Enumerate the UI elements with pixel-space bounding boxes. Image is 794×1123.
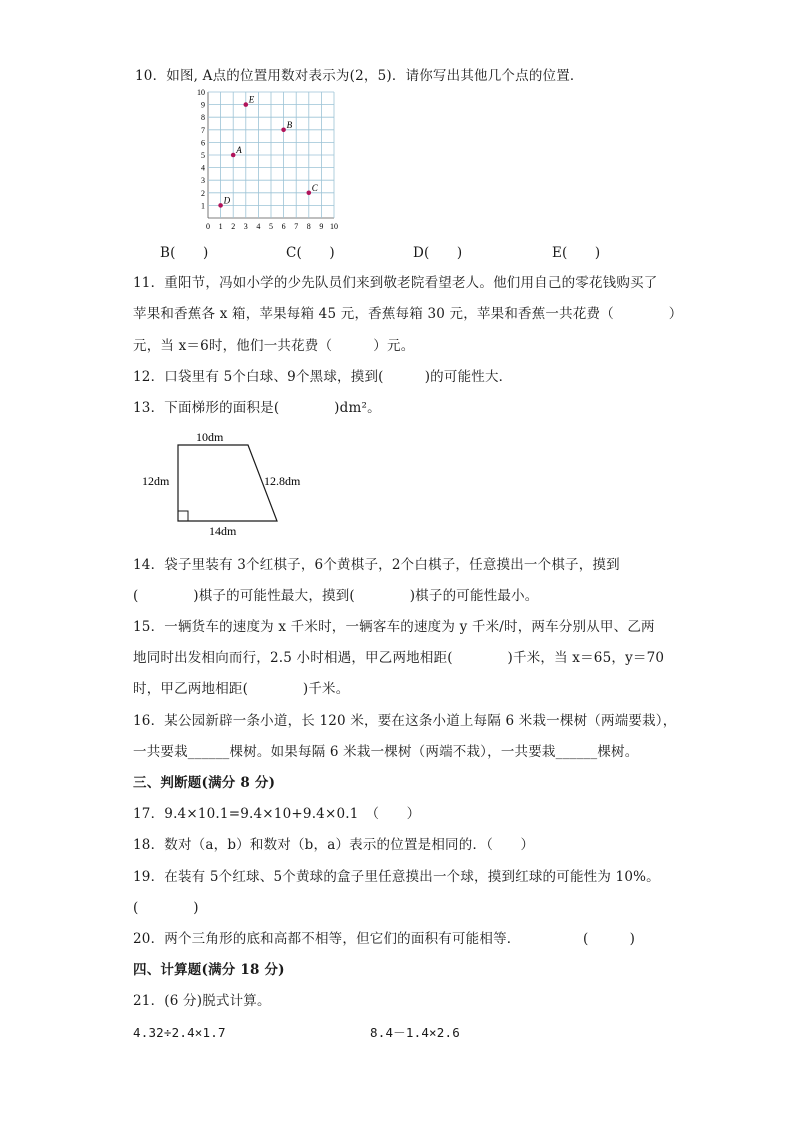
y-tick-label: 1 — [201, 201, 205, 211]
q17-text: 17．9.4×10.1=9.4×10+9.4×0.1 （ ） — [133, 806, 421, 822]
q21-expr2: 8.4－1.4×2.6 — [370, 1025, 460, 1040]
right-angle-mark — [178, 511, 188, 521]
x-tick-label: 10 — [330, 222, 338, 231]
q15-line2: 地同时出发相向而行，2.5 小时相遇，甲乙两地相距( )千米，当 x＝65，y＝70 — [133, 650, 665, 666]
x-tick-label: 4 — [256, 222, 261, 231]
point-label-c: C — [311, 182, 318, 193]
y-tick-label: 7 — [201, 125, 205, 135]
y-tick-label: 3 — [201, 176, 205, 186]
y-tick-label: 6 — [201, 138, 205, 148]
q14-line1: 14．袋子里装有 3个红棋子，6个黄棋子，2个白棋子，任意摸出一个棋子，摸到 — [133, 557, 620, 573]
q10-answer-b[interactable]: B( ) — [160, 245, 209, 261]
x-tick-label: 0 — [206, 222, 210, 231]
q13-text: 13．下面梯形的面积是( )dm²。 — [133, 400, 381, 416]
x-tick-label: 1 — [218, 222, 223, 231]
point-label-b: B — [286, 119, 293, 130]
q21-expr1: 4.32÷2.4×1.7 — [133, 1025, 226, 1040]
q11-line1: 11．重阳节，冯如小学的少先队员们来到敬老院看望老人。他们用自己的零花钱购买了 — [133, 275, 658, 291]
y-tick-label: 2 — [201, 188, 205, 198]
q11-line2: 苹果和香蕉各 x 箱，苹果每箱 45 元，香蕉每箱 30 元，苹果和香蕉一共花费（ ） — [133, 306, 683, 322]
q19-line2: ( ) — [133, 900, 199, 916]
q10-answer-e[interactable]: E( ) — [552, 245, 601, 261]
y-tick-label: 4 — [201, 163, 205, 173]
q19-line1: 19．在装有 5个红球、5个黄球的盒子里任意摸出一个球，摸到红球的可能性为 10%。 — [133, 869, 660, 885]
trapezoid-top-label: 10dm — [196, 430, 224, 444]
q16-line2: 一共要栽______棵树。如果每隔 6 米栽一棵树（两端不栽），一共要栽______棵树。 — [133, 744, 639, 760]
x-tick-label: 3 — [243, 222, 248, 231]
q12-text: 12．口袋里有 5个白球、9个黑球，摸到( )的可能性大． — [133, 369, 513, 385]
q11-line3: 元，当 x＝6时，他们一共花费（ ）元。 — [133, 338, 415, 354]
q20-text: 20．两个三角形的底和高都不相等，但它们的面积有可能相等． — [133, 931, 521, 947]
y-tick-label: 10 — [197, 88, 205, 97]
q21-text: 21．(6 分)脱式计算。 — [133, 993, 271, 1009]
y-tick-label: 5 — [201, 151, 205, 160]
trapezoid-shape — [178, 445, 277, 521]
x-tick-label: 9 — [319, 222, 324, 231]
point-c — [307, 191, 312, 196]
y-tick-label: 9 — [201, 100, 205, 110]
point-b — [281, 128, 286, 133]
point-label-e: E — [248, 94, 255, 105]
q15-line3: 时，甲乙两地相距( )千米。 — [133, 681, 350, 697]
q14-line2: ( )棋子的可能性最大，摸到( )棋子的可能性最小。 — [133, 588, 539, 604]
point-label-d: D — [223, 195, 231, 206]
q18-text: 18．数对（a，b）和数对（b，a）表示的位置是相同的．（ ） — [133, 837, 535, 853]
trapezoid-left-label: 12dm — [142, 474, 170, 488]
section3-title: 三、判断题(满分 8 分) — [133, 775, 276, 791]
q10-answer-d[interactable]: D( ) — [413, 245, 463, 261]
x-tick-label: 7 — [294, 222, 299, 231]
x-tick-label: 2 — [231, 222, 236, 231]
section4-title: 四、计算题(满分 18 分) — [133, 962, 285, 978]
point-label-a: A — [236, 145, 242, 155]
point-a — [231, 153, 236, 158]
q15-line1: 15．一辆货车的速度为 x 千米时，一辆客车的速度为 y 千米/时，两车分别从甲、乙两 — [133, 619, 655, 635]
trapezoid-bottom-label: 14dm — [209, 524, 237, 538]
point-e — [244, 102, 249, 107]
x-tick-label: 8 — [306, 222, 311, 231]
point-d — [218, 203, 223, 208]
trapezoid-slant-label: 12.8dm — [264, 474, 301, 488]
y-tick-label: 8 — [201, 113, 205, 123]
q20-paren: ( ) — [583, 931, 636, 947]
x-tick-label: 5 — [269, 222, 273, 231]
q16-line1: 16．某公园新辟一条小道，长 120 米，要在这条小道上每隔 6 米栽一棵树（两端要栽）， — [133, 713, 677, 729]
q10-text: 10．如图, A点的位置用数对表示为(2，5)．请你写出其他几个点的位置． — [135, 68, 584, 84]
trapezoid-figure — [140, 428, 320, 543]
q10-answer-c[interactable]: C( ) — [286, 245, 335, 261]
coordinate-grid — [190, 88, 350, 238]
x-tick-label: 6 — [281, 222, 286, 231]
